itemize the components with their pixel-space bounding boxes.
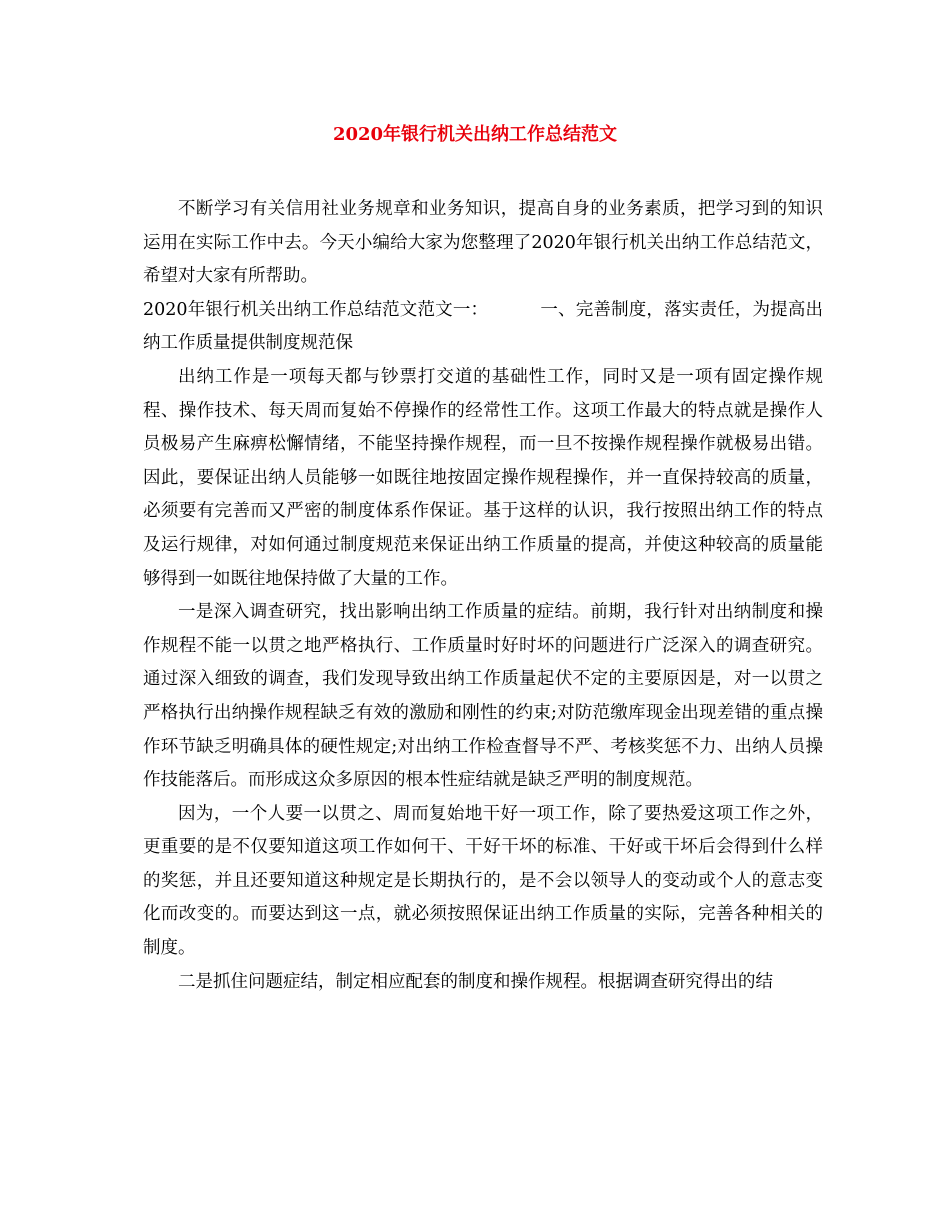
body-paragraph-2: 一是深入调查研究，找出影响出纳工作质量的症结。前期，我行针对出纳制度和操作规程不能一以贯之地严格执行、工作质量时好时坏的问题进行广泛深入的调查研究。通过深入细致的调查，我们发现导致出纳工作质量起伏不定的主要原因是，对一以贯之严格执行出纳操作规程缺乏有效的激励和刚性的约束;对防范缴库现金出现差错的重点操作环节缺乏明确具体的硬性规定;对出纳工作检查督导不严、考核奖惩不力、出纳人员操作技能落后。而形成这众多原因的根本性症结就是缺乏严明的制度规范。 xyxy=(143,602,823,791)
document-body xyxy=(143,193,823,999)
section-label: 2020年银行机关出纳工作总结范文范文一： xyxy=(143,299,489,320)
intro-paragraph: 不断学习有关信用社业务规章和业务知识，提高自身的业务素质，把学习到的知识运用在实际工作中去。今天小编给大家为您整理了2020年银行机关出纳工作总结范文，希望对大家有所帮助。 xyxy=(143,199,823,287)
section-heading-line xyxy=(143,294,823,361)
section-heading: 一、完善制度，落实责任，为提高出纳工作质量提供制度规范保 xyxy=(143,299,823,354)
document-title: 2020年银行机关出纳工作总结范文 xyxy=(332,124,618,145)
body-paragraph-4: 二是抓住问题症结，制定相应配套的制度和操作规程。根据调查研究得出的结 xyxy=(178,971,773,992)
body-paragraph-1: 出纳工作是一项每天都与钞票打交道的基础性工作，同时又是一项有固定操作规程、操作技术、每天周而复始不停操作的经常性工作。这项工作最大的特点就是操作人员极易产生麻痹松懈情绪，不能坚持操作规程，而一旦不按操作规程操作就极易出错。因此，要保证出纳人员能够一如既往地按固定操作规程操作，并一直保持较高的质量，必须要有完善而又严密的制度体系作保证。基于这样的认识，我行按照出纳工作的特点及运行规律，对如何通过制度规范来保证出纳工作质量的提高，并使这种较高的质量能够得到一如既往地保持做了大量的工作。 xyxy=(143,366,823,589)
body-paragraph-3: 因为，一个人要一以贯之、周而复始地干好一项工作，除了要热爱这项工作之外，更重要的是不仅要知道这项工作如何干、干好干坏的标准、干好或干坏后会得到什么样的奖惩，并且还要知道这种规定是长期执行的，是不会以领导人的变动或个人的意志变化而改变的。而要达到这一点，就必须按照保证出纳工作质量的实际，完善各种相关的制度。 xyxy=(143,803,823,959)
